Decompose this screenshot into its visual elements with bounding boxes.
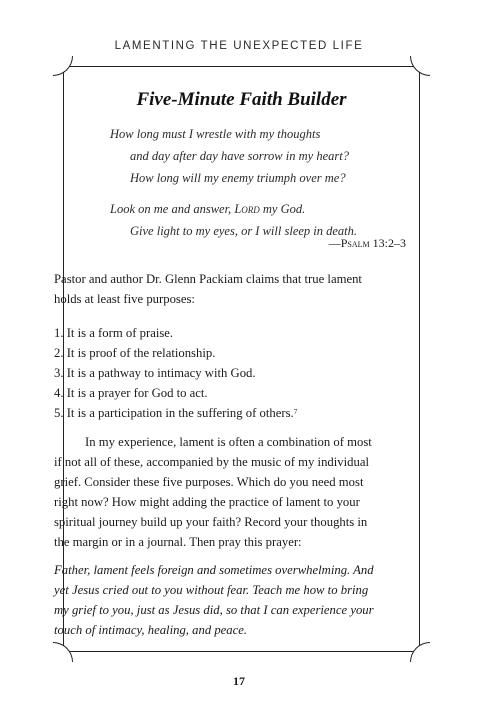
list-item: 4. It is a prayer for God to act.: [54, 386, 208, 400]
frame-corner-ornament: [410, 56, 430, 76]
lord-small-caps: Lord: [234, 202, 260, 216]
scripture-citation: [329, 236, 406, 251]
citation-ref: 13:2–3: [369, 236, 406, 250]
box-title: Five-Minute Faith Builder: [136, 89, 347, 110]
text-line: right now? How might adding the practice of lament to your: [54, 495, 360, 509]
text-line: Father, lament feels foreign and sometimes overwhelming. And: [54, 563, 374, 577]
reflection-paragraph: [54, 432, 422, 552]
verse-line: How long must I wrestle with my thoughts: [110, 127, 321, 141]
text-line: the margin or in a journal. Then pray this prayer:: [54, 535, 302, 549]
running-head: LAMENTING THE UNEXPECTED LIFE: [114, 40, 364, 52]
frame-corner-ornament: [53, 642, 73, 662]
text-line: grief. Consider these five purposes. Which do you need most: [54, 475, 364, 489]
text-line: spiritual journey build up your faith? Record your thoughts in: [54, 515, 368, 529]
text-line: Pastor and author Dr. Glenn Packiam claims that true lament: [54, 272, 362, 286]
verse-stanza-1: [110, 123, 410, 189]
list-item: 2. It is proof of the relationship.: [54, 346, 216, 360]
verse-line: [110, 198, 410, 220]
text-line: In my experience, lament is often a combination of most: [85, 435, 372, 449]
text-line: holds at least five purposes:: [54, 292, 195, 306]
list-item: 3. It is a pathway to intimacy with God.: [54, 366, 256, 380]
list-item-text: 5. It is a participation in the suffering of others.: [54, 406, 294, 420]
frame-corner-ornament: [53, 56, 73, 76]
citation-dash: —: [328, 236, 341, 250]
footnote-marker: 7: [293, 408, 298, 416]
text-line: yet Jesus cried out to you without fear. Teach me how to bring: [54, 583, 369, 597]
verse-line: and day after day have sorrow in my heart?: [130, 149, 349, 163]
purposes-list: [54, 323, 422, 423]
text-line: my grief to you, just as Jesus did, so that I can experience your: [54, 603, 374, 617]
verse-line: Give light to my eyes, or I will sleep in death.: [130, 224, 358, 238]
list-item: [54, 403, 422, 423]
verse-text: Look on me and answer,: [110, 202, 235, 216]
verse-text: my God.: [259, 202, 306, 216]
prayer-paragraph: [54, 560, 422, 640]
verse-line: How long will my enemy triumph over me?: [130, 171, 346, 185]
frame-corner-ornament: [410, 642, 430, 662]
text-line: if not all of these, accompanied by the music of my individual: [54, 455, 369, 469]
list-item: 1. It is a form of praise.: [54, 326, 174, 340]
intro-paragraph: [54, 269, 422, 309]
citation-book: Psalm: [340, 236, 370, 250]
text-line: touch of intimacy, healing, and peace.: [54, 623, 248, 637]
page-number: 17: [233, 674, 245, 688]
